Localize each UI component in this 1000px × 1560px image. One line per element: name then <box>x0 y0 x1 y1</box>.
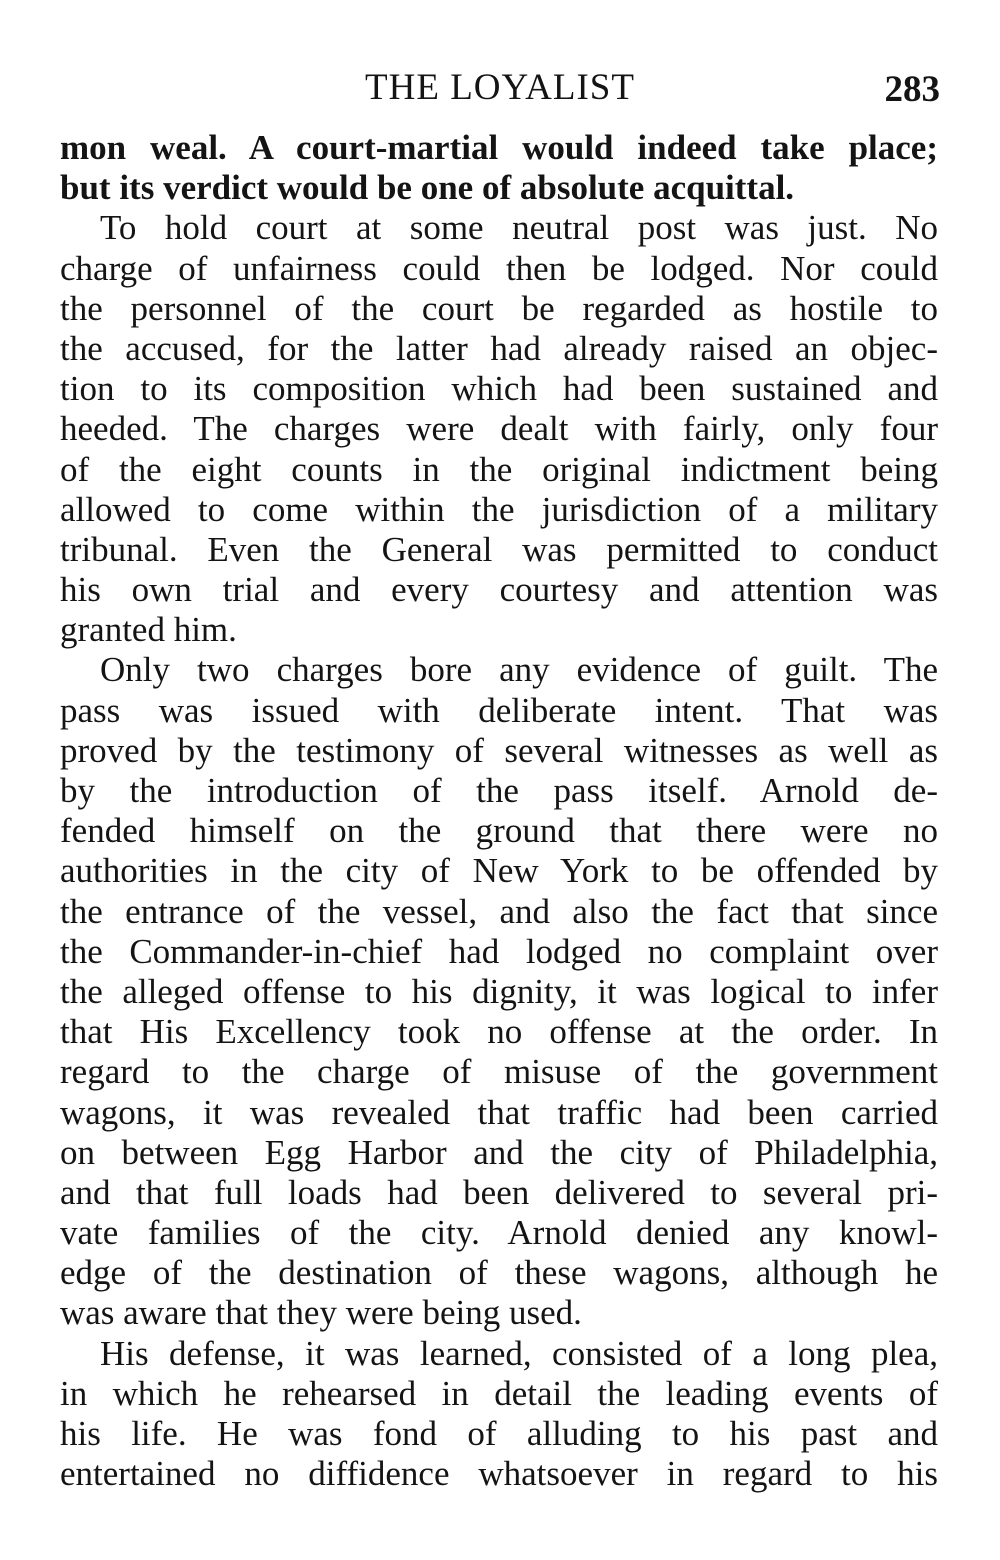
text-line: fended himself on the ground that there were no <box>60 811 938 851</box>
text-line: charge of unfairness could then be lodged. Nor could <box>60 248 938 288</box>
text-line: granted him. <box>60 610 237 650</box>
text-line: his life. He was fond of alluding to his past and <box>60 1414 938 1453</box>
text-line: the personnel of the court be regarded as hostile to <box>60 288 938 328</box>
text-line: regard to the charge of misuse of the government <box>60 1052 938 1092</box>
text-line: tribunal. Even the General was permitted to conduct <box>60 529 938 569</box>
text-line: tion to its composition which had been sustained and <box>60 369 938 409</box>
text-line: by the introduction of the pass itself. Arnold de- <box>60 771 938 810</box>
text-line: edge of the destination of these wagons, although he <box>60 1253 938 1293</box>
text-line: the accused, for the latter had already raised an objec- <box>60 328 938 368</box>
text-line: the alleged offense to his dignity, it was logical to infer <box>60 971 938 1011</box>
text-line: vate families of the city. Arnold denied any knowl- <box>60 1213 938 1253</box>
running-title: THE LOYALIST <box>365 67 635 108</box>
paragraph-start-line: To hold court at some neutral post was just. No <box>100 208 938 248</box>
body-text <box>60 128 938 1494</box>
page-number: 283 <box>884 69 940 110</box>
text-line: the entrance of the vessel, and also the fact that since <box>60 891 938 931</box>
text-line: mon weal. A court-martial would indeed take place; <box>60 128 938 167</box>
text-line: of the eight counts in the original indictment being <box>60 449 938 489</box>
paragraph-start-line: Only two charges bore any evidence of guilt. The <box>100 650 938 690</box>
text-line: in which he rehearsed in detail the leading events of <box>60 1373 938 1413</box>
text-line: proved by the testimony of several witnesses as well as <box>60 730 938 770</box>
text-line: that His Excellency took no offense at the order. In <box>60 1012 938 1052</box>
text-line: was aware that they were being used. <box>60 1293 582 1333</box>
text-line: his own trial and every courtesy and attention was <box>60 570 938 610</box>
page-header <box>60 66 940 110</box>
text-line: entertained no diffidence whatsoever in regard to his <box>60 1454 938 1494</box>
text-line: but its verdict would be one of absolute acquittal. <box>60 168 795 208</box>
text-line: wagons, it was revealed that traffic had been carried <box>60 1092 938 1132</box>
paragraph-start-line: His defense, it was learned, consisted of a long plea, <box>100 1333 938 1373</box>
text-line: and that full loads had been delivered to several pri- <box>60 1172 938 1212</box>
text-line: heeded. The charges were dealt with fairly, only four <box>60 409 938 449</box>
text-line: the Commander-in-chief had lodged no complaint over <box>60 931 938 971</box>
text-line: on between Egg Harbor and the city of Philadelphia, <box>60 1132 938 1172</box>
text-line: allowed to come within the jurisdiction of a military <box>60 489 938 529</box>
text-line: authorities in the city of New York to be offended by <box>60 851 938 891</box>
text-line: pass was issued with deliberate intent. That was <box>60 690 938 730</box>
